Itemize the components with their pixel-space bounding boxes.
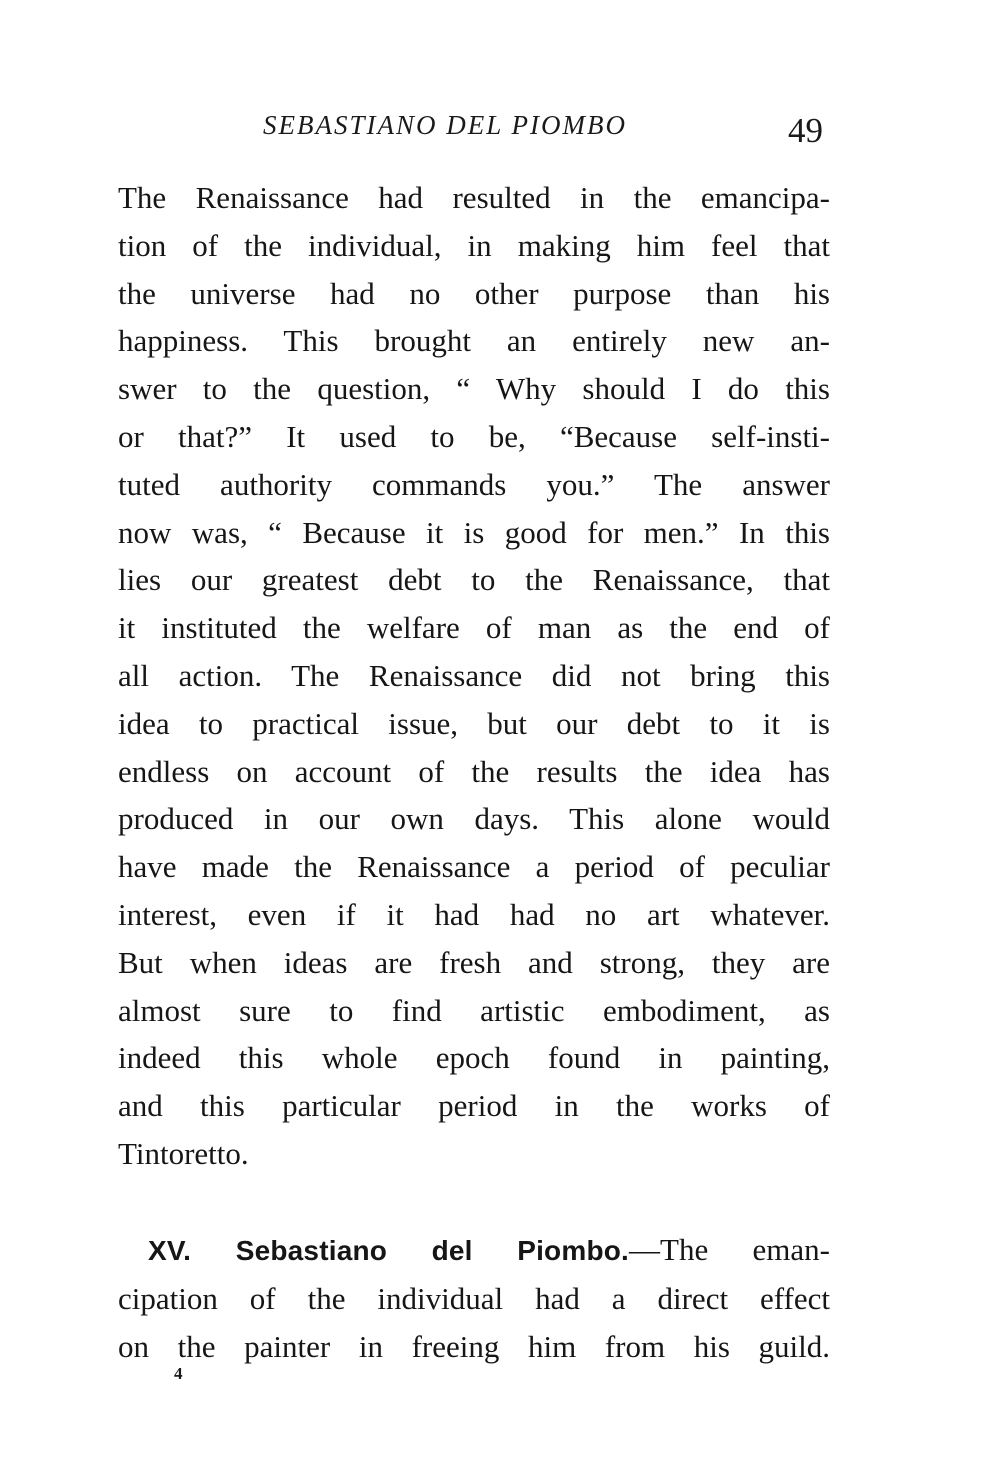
text-line: idea to practical issue, but our debt to it is — [118, 705, 830, 741]
text-line: on the painter in freeing him from his guild. — [118, 1328, 830, 1364]
text-line: happiness. This brought an entirely new an- — [118, 323, 830, 359]
text-line: But when ideas are fresh and strong, they are — [118, 944, 830, 980]
text-line: endless on account of the results the idea has — [118, 753, 830, 789]
text-line: lies our greatest debt to the Renaissance, that — [118, 562, 830, 598]
text-line: and this particular period in the works of — [118, 1088, 830, 1124]
text-line: or that?” It used to be, “Because self-insti- — [118, 418, 830, 454]
text-line: cipation of the individual had a direct effect — [118, 1280, 830, 1316]
page-number: 49 — [788, 111, 823, 150]
text-line: almost sure to find artistic embodiment, as — [118, 992, 830, 1028]
printer-signature-mark: 4 — [174, 1364, 183, 1383]
text-line: tion of the individual, in making him feel that — [118, 227, 830, 263]
text-line: it instituted the welfare of man as the end of — [118, 610, 830, 646]
text-line: Tintoretto. — [118, 1135, 249, 1171]
text-line: produced in our own days. This alone would — [118, 801, 830, 837]
section-heading: XV. Sebastiano del Piombo. — [148, 1235, 630, 1266]
text-line: interest, even if it had had no art whatever. — [118, 896, 830, 932]
paragraph-renaissance — [118, 174, 830, 1178]
text-line: have made the Renaissance a period of peculiar — [118, 849, 830, 885]
text-line: The Renaissance had resulted in the emancipa- — [118, 180, 830, 215]
text-line: all action. The Renaissance did not bring this — [118, 657, 830, 693]
text-line: swer to the question, “ Why should I do this — [118, 371, 830, 407]
text-line: now was, “ Because it is good for men.” In this — [118, 514, 830, 550]
running-head: SEBASTIANO DEL PIOMBO — [263, 110, 627, 140]
text-line: tuted authority commands you.” The answer — [118, 466, 830, 502]
section-first-line-text: —The eman- — [629, 1232, 831, 1267]
section-first-line — [118, 1226, 830, 1275]
text-line: the universe had no other purpose than his — [118, 275, 830, 311]
text-line: indeed this whole epoch found in painting, — [118, 1040, 830, 1076]
paragraph-section-xv — [118, 1226, 830, 1370]
